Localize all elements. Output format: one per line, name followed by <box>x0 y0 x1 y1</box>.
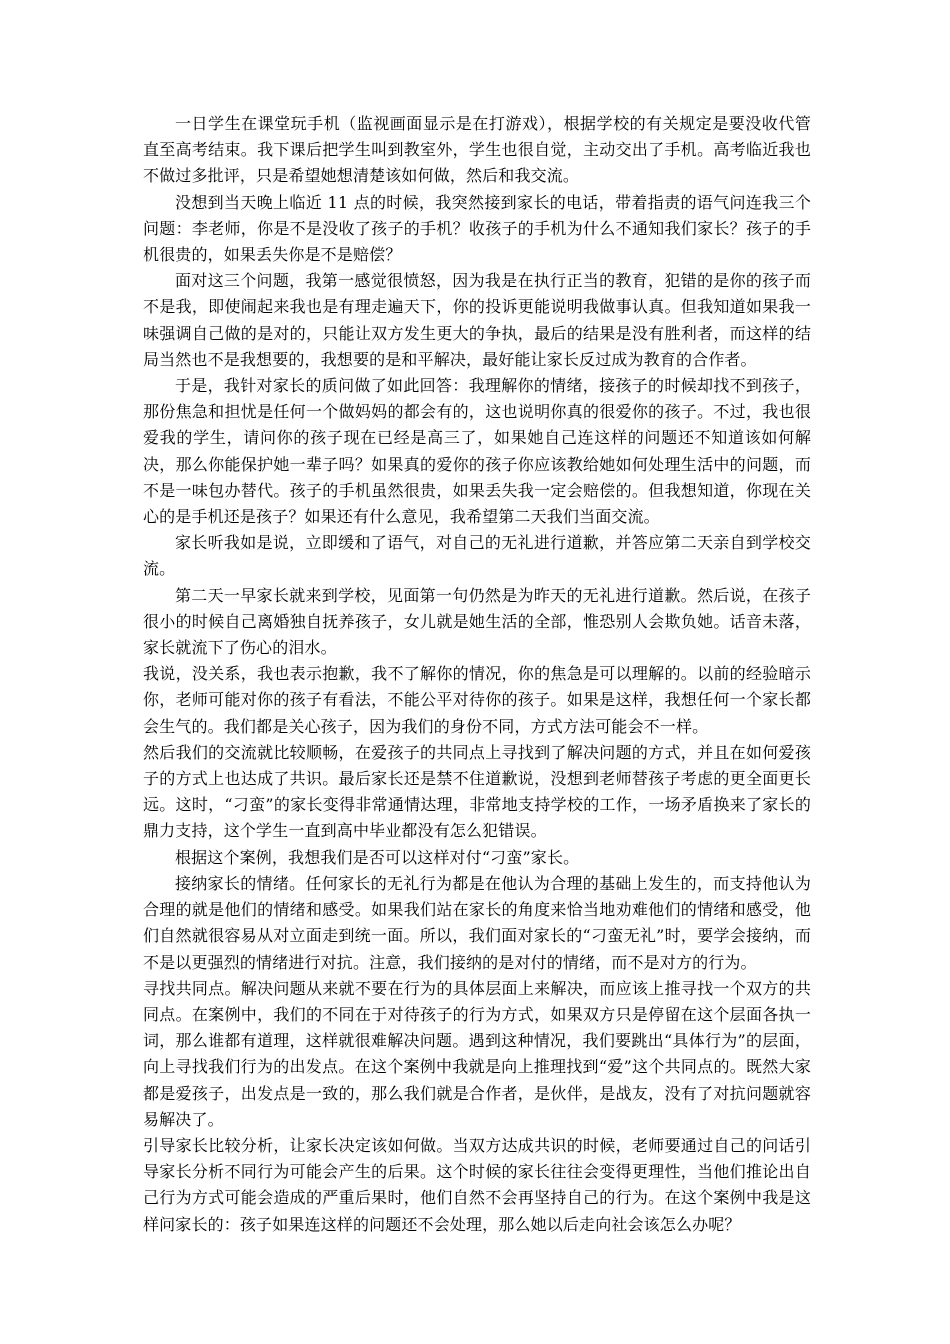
paragraph-11: 寻找共同点。解决问题从来就不要在行为的具体层面上来解决，而应该上推寻找一个双方的共同点。在案例中，我们的不同在于对待孩子的行为方式，如果双方只是停留在这个层面各执一词，那么谁都有道理，这样就很难解决问题。遇到这种情况，我们要跳出“具体行为”的层面，向上寻找我们行为的出发点。在这个案例中我就是向上推理找到“爱”这个共同点的。既然大家都是爱孩子，出发点是一致的，那么我们就是合作者，是伙伴，是战友，没有了对抗问题就容易解决了。 <box>143 978 811 1129</box>
paragraph-9: 根据这个案例，我想我们是否可以这样对付“刁蛮”家长。 <box>175 847 580 867</box>
document-body <box>143 111 811 1238</box>
paragraph-4: 于是，我针对家长的质问做了如此回答：我理解你的情绪，接孩子的时候却找不到孩子，那份焦急和担忧是任何一个做妈妈的都会有的，这也说明你真的很爱你的孩子。不过，我也很爱我的学生，请问你的孩子现在已经是高三了，如果她自己连这样的问题还不知道该如何解决，那么你能保护她一辈子吗？如果真的爱你的孩子你应该教给她如何处理生活中的问题，而不是一味包办替代。孩子的手机虽然很贵，如果丢失我一定会赔偿的。但我想知道，你现在关心的是手机还是孩子？如果还有什么意见，我希望第二天我们当面交流。 <box>143 376 811 527</box>
paragraph-8: 然后我们的交流就比较顺畅，在爱孩子的共同点上寻找到了解决问题的方式，并且在如何爱孩子的方式上也达成了共识。最后家长还是禁不住道歉说，没想到老师替孩子考虑的更全面更长远。这时，“刁蛮”的家长变得非常通情达理，非常地支持学校的工作，一场矛盾换来了家长的鼎力支持，这个学生一直到高中毕业都没有怎么犯错误。 <box>143 742 811 841</box>
paragraph-6: 第二天一早家长就来到学校，见面第一句仍然是为昨天的无礼进行道歉。然后说，在孩子很小的时候自己离婚独自抚养孩子，女儿就是她生活的全部，惟恐别人会欺负她。话音未落，家长就流下了伤心的泪水。 <box>143 585 811 658</box>
paragraph-2: 没想到当天晚上临近 11 点的时候，我突然接到家长的电话，带着指责的语气问连我三个问题：李老师，你是不是没收了孩子的手机？收孩子的手机为什么不通知我们家长？孩子的手机很贵的，如果丢失你是不是赔偿？ <box>143 192 811 265</box>
paragraph-1: 一日学生在课堂玩手机（监视画面显示是在打游戏），根据学校的有关规定是要没收代管直至高考结束。我下课后把学生叫到教室外，学生也很自觉，主动交出了手机。高考临近我也不做过多批评，只是希望她想清楚该如何做，然后和我交流。 <box>143 114 811 186</box>
paragraph-12: 引导家长比较分析，让家长决定该如何做。当双方达成共识的时候，老师要通过自己的问话引导家长分析不同行为可能会产生的后果。这个时候的家长往往会变得更理性，当他们推论出自己行为方式可能会造成的严重后果时，他们自然不会再坚持自己的行为。在这个案例中我是这样问家长的：孩子如果连这样的问题还不会处理，那么她以后走向社会该怎么办呢？ <box>143 1135 811 1234</box>
paragraph-3: 面对这三个问题，我第一感觉很愤怒，因为我是在执行正当的教育，犯错的是你的孩子而不是我，即使闹起来我也是有理走遍天下，你的投诉更能说明我做事认真。但我知道如果我一味强调自己做的是对的，只能让双方发生更大的争执，最后的结果是没有胜利者，而这样的结局当然也不是我想要的，我想要的是和平解决，最好能让家长反过成为教育的合作者。 <box>143 271 811 369</box>
paragraph-7: 我说，没关系，我也表示抱歉，我不了解你的情况，你的焦急是可以理解的。以前的经验暗示你，老师可能对你的孩子有看法，不能公平对待你的孩子。如果是这样，我想任何一个家长都会生气的。我们都是关心孩子，因为我们的身份不同，方式方法可能会不一样。 <box>143 664 811 736</box>
paragraph-10: 接纳家长的情绪。任何家长的无礼行为都是在他认为合理的基础上发生的，而支持他认为合理的就是他们的情绪和感受。如果我们站在家长的角度来恰当地劝难他们的情绪和感受，他们自然就很容易从对立面走到统一面。所以，我们面对家长的“刁蛮无礼”时，要学会接纳，而不是以更强烈的情绪进行对抗。注意，我们接纳的是对付的情绪，而不是对方的行为。 <box>143 873 811 972</box>
paragraph-5: 家长听我如是说，立即缓和了语气，对自己的无礼进行道歉，并答应第二天亲自到学校交流。 <box>143 533 811 579</box>
